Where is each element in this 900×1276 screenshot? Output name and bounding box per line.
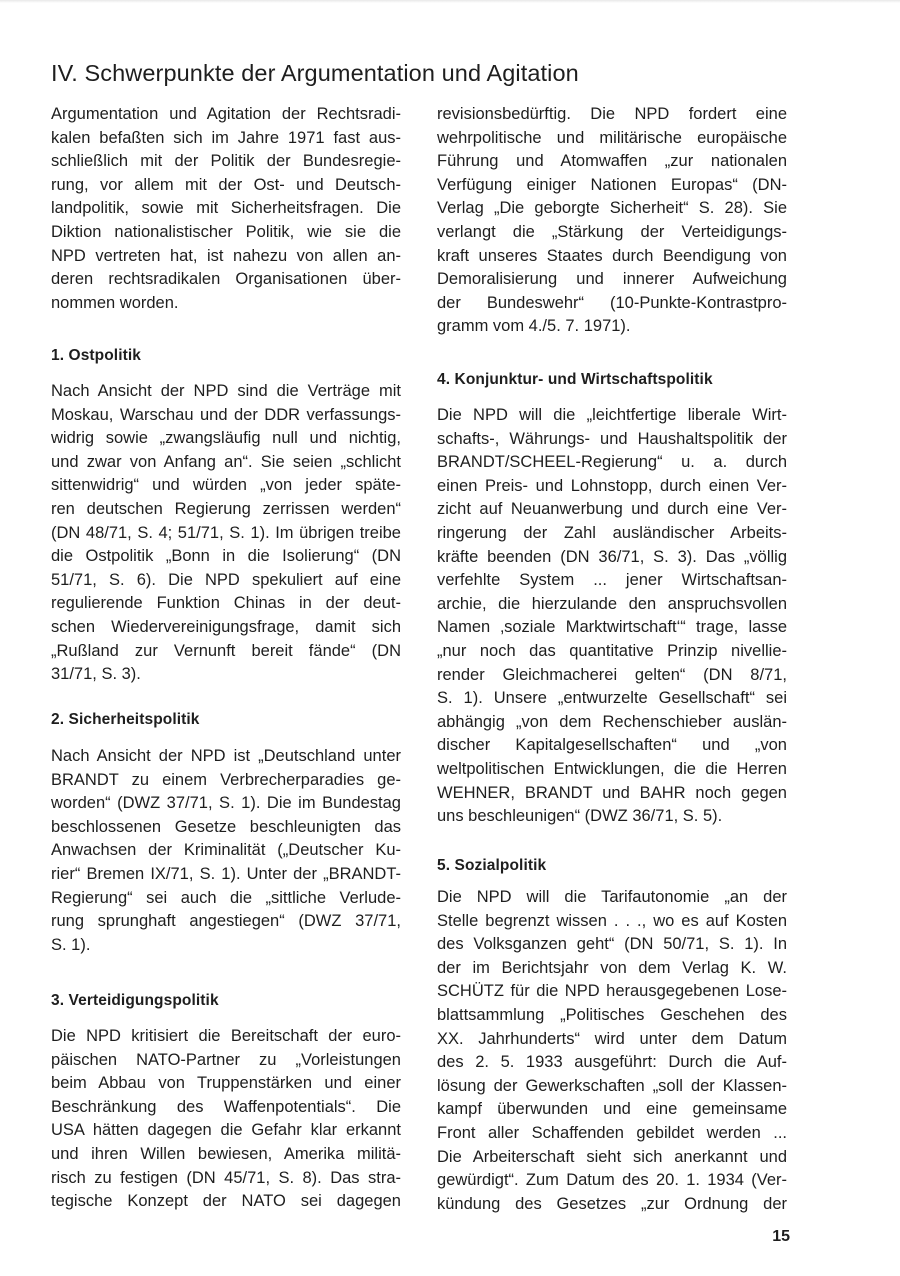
page-number: 15 <box>772 1228 790 1245</box>
text-line: Namen ‚soziale Marktwirtschaft‘“ trage, lasse <box>437 618 787 637</box>
text-line: risch zu festigen (DN 45/71, S. 8). Das stra- <box>51 1168 401 1187</box>
text-line: verlangt die „Stärkung der Verteidigungs- <box>437 222 787 241</box>
text-line: lösung der Gewerkschaften „soll der Klassen- <box>437 1076 787 1095</box>
heading-ostpolitik: 1. Ostpolitik <box>51 347 142 364</box>
text-line: (DN 48/71, S. 4; 51/71, S. 1). Im übrigen treibe <box>51 523 401 542</box>
text-line: beim Abbau von Truppenstärken und einer <box>51 1074 401 1093</box>
text-line: 31/71, S. 3). <box>51 665 141 684</box>
paragraph-verteidigungspolitik-continued <box>437 103 787 339</box>
text-line: kräfte beenden (DN 36/71, S. 3). Das „völlig <box>437 547 787 566</box>
heading-sozialpolitik: 5. Sozialpolitik <box>437 857 547 874</box>
text-line: und zwar von Anfang an“. Sie seien „schlicht <box>51 452 401 471</box>
text-line: kampf überwunden und eine gemeinsame <box>437 1100 787 1119</box>
text-line: S. 1). <box>51 935 91 954</box>
text-line: beschlossenen Gesetze beschleunigten das <box>51 817 401 836</box>
text-line: ren deutschen Regierung zerrissen werden“ <box>51 499 401 518</box>
text-line: WEHNER, BRANDT und BAHR noch gegen <box>437 783 787 802</box>
text-line: Verlag „Die geborgte Sicherheit“ S. 28). Sie <box>437 199 787 218</box>
text-line: NPD vertreten hat, ist nahezu von allen an- <box>51 246 401 265</box>
text-line: kraft unseres Staates durch Beendigung von <box>437 246 787 265</box>
text-line: render Gleichmacherei gelten“ (DN 8/71, <box>437 665 787 684</box>
page-edge-shadow <box>0 0 900 3</box>
text-line: päischen NATO-Partner zu „Vorleistungen <box>51 1050 401 1069</box>
text-line: discher Kapitalgesellschaften“ und „von <box>437 736 787 755</box>
text-line: deren rechtsradikalen Organisationen über- <box>51 270 401 289</box>
text-line: die Ostpolitik „Bonn in die Isolierung“ (DN <box>51 547 401 566</box>
text-line: Demoralisierung und innerer Aufweichung <box>437 270 787 289</box>
text-line: rung sprunghaft angestiegen“ (DWZ 37/71, <box>51 912 401 931</box>
text-line: blattsammlung „Politisches Geschehen des <box>437 1005 787 1024</box>
text-line: zicht auf Neuanwerbung und durch eine Ver- <box>437 500 787 519</box>
text-line: Die NPD will die Tarifautonomie „an der <box>437 888 787 906</box>
text-line: USA hätten dagegen die Gefahr klar erkannt <box>51 1121 401 1140</box>
paragraph-sicherheitspolitik <box>51 745 401 957</box>
text-line: archie, die hierzulande den anspruchsvollen <box>437 594 787 613</box>
text-line: rung, vor allem mit der Ost- und Deutsch- <box>51 175 401 194</box>
paragraph-verteidigungspolitik <box>51 1025 401 1214</box>
text-line: weltpolitischen Entwicklungen, die die Herren <box>437 759 787 778</box>
heading-sicherheitspolitik: 2. Sicherheitspolitik <box>51 711 200 728</box>
text-line: schen Wiedervereinigungsfrage, damit sich <box>51 617 401 636</box>
text-line: revisionsbedürftig. Die NPD fordert eine <box>437 105 787 123</box>
paragraph-sozialpolitik <box>437 886 787 1216</box>
text-line: des 2. 5. 1933 ausgeführt: Durch die Auf- <box>437 1053 787 1072</box>
text-line: einen Preis- und Lohnstopp, durch einen Ver- <box>437 476 787 495</box>
text-line: 51/71, S. 6). Die NPD spekuliert auf eine <box>51 570 401 589</box>
text-line: der im Berichtsjahr von dem Verlag K. W. <box>437 958 787 977</box>
heading-konjunktur-wirtschaftspolitik: 4. Konjunktur- und Wirtschaftspolitik <box>437 371 713 388</box>
text-line: SCHÜTZ für die NPD herausgegebenen Lose- <box>437 982 787 1001</box>
text-line: Führung und Atomwaffen „zur nationalen <box>437 152 787 171</box>
text-line: rier“ Bremen IX/71, S. 1). Unter der „BRANDT- <box>51 864 401 883</box>
text-line: uns beschleunigen“ (DWZ 36/71, S. 5). <box>437 807 723 826</box>
page-title: IV. Schwerpunkte der Argumentation und Agitation <box>51 60 579 86</box>
text-line: Nach Ansicht der NPD sind die Verträge mit <box>51 382 401 400</box>
text-line: Regierung“ sei auch die „sittliche Verlude- <box>51 888 401 907</box>
text-line: nommen worden. <box>51 293 179 312</box>
text-line: „Rußland zur Vernunft bereit fände“ (DN <box>51 641 401 660</box>
paragraph-konjunktur-wirtschaftspolitik <box>437 404 787 829</box>
text-line: BRANDT/SCHEEL-Regierung“ u. a. durch <box>437 453 787 472</box>
text-line: Die NPD will die „leichtfertige liberale Wirt- <box>437 406 787 424</box>
paragraph-ostpolitik <box>51 380 401 687</box>
text-line: tegische Konzept der NATO sei dagegen <box>51 1192 401 1211</box>
text-line: S. 1). Unsere „entwurzelte Gesellschaft“ sei <box>437 689 787 708</box>
text-line: BRANDT zu einem Verbrecherparadies ge- <box>51 770 401 789</box>
intro-paragraph <box>51 103 401 315</box>
text-line: kündung des Gesetzes „zur Ordnung der <box>437 1194 787 1213</box>
text-line: Diktion nationalistischer Politik, wie sie die <box>51 222 401 241</box>
text-line: Die Arbeiterschaft sieht sich anerkannt und <box>437 1147 787 1166</box>
text-line: worden“ (DWZ 37/71, S. 1). Die im Bundestag <box>51 794 401 813</box>
text-line: Argumentation und Agitation der Rechtsradi- <box>51 105 401 123</box>
text-line: kalen befaßten sich im Jahre 1971 fast aus- <box>51 128 401 147</box>
text-line: XX. Jahrhunderts“ wird unter dem Datum <box>437 1029 787 1048</box>
text-line: Beschränkung des Waffenpotentials“. Die <box>51 1097 401 1116</box>
text-line: Anwachsen der Kriminalität („Deutscher Ku- <box>51 841 401 860</box>
text-line: landpolitik, sowie mit Sicherheitsfragen. Die <box>51 199 401 218</box>
text-line: schafts-, Währungs- und Haushaltspolitik der <box>437 429 787 448</box>
text-line: der Bundeswehr“ (10-Punkte-Kontrastpro- <box>437 293 787 312</box>
text-line: regulierende Funktion Chinas in der deut- <box>51 594 401 613</box>
text-line: Front aller Schaffenden gebildet werden ... <box>437 1123 787 1142</box>
text-line: gewürdigt“. Zum Datum des 20. 1. 1934 (Ver- <box>437 1171 787 1190</box>
text-line: abhängig „von dem Rechenschieber auslän- <box>437 712 787 731</box>
text-line: Stelle begrenzt wissen . . ., wo es auf Kosten <box>437 911 787 930</box>
text-line: Die NPD kritisiert die Bereitschaft der euro- <box>51 1027 401 1045</box>
text-line: „nur noch das quantitative Prinzip nivellie- <box>437 641 787 660</box>
text-line: wehrpolitische und militärische europäische <box>437 128 787 147</box>
text-line: Verfügung einiger Nationen Europas“ (DN- <box>437 175 787 194</box>
heading-verteidigungspolitik: 3. Verteidigungspolitik <box>51 992 219 1009</box>
text-line: widrig sowie „zwangsläufig null und nichtig, <box>51 429 401 448</box>
text-line: ringerung der Zahl ausländischer Arbeits- <box>437 523 787 542</box>
text-line: verfehlte System ... jener Wirtschaftsan- <box>437 571 787 590</box>
text-line: schließlich mit der Politik der Bundesregie- <box>51 152 401 171</box>
text-line: gramm vom 4./5. 7. 1971). <box>437 317 631 336</box>
text-line: Moskau, Warschau und der DDR verfassungs- <box>51 405 401 424</box>
text-line: und ihren Willen bewiesen, Amerika militä- <box>51 1144 401 1163</box>
text-line: sittenwidrig“ und würden „von jeder späte- <box>51 476 401 495</box>
text-line: Nach Ansicht der NPD ist „Deutschland unter <box>51 747 401 765</box>
text-line: des Volksganzen geht“ (DN 50/71, S. 1). In <box>437 935 787 954</box>
